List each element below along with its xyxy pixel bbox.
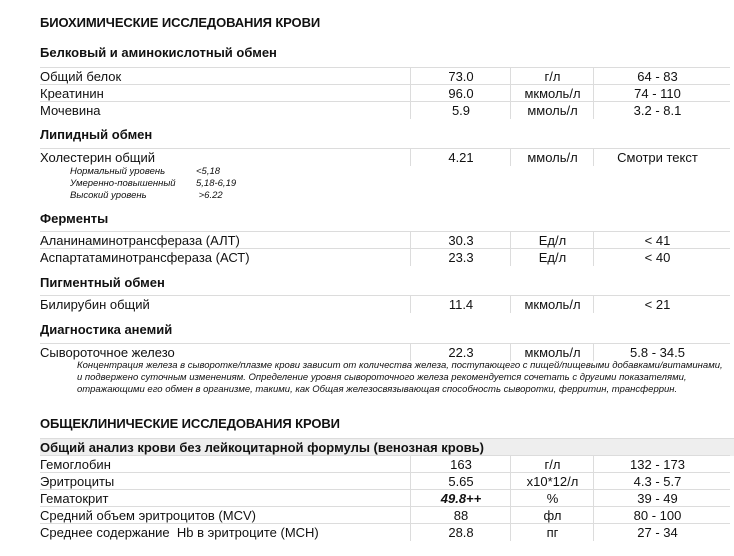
table-row — [40, 67, 730, 85]
table-row — [40, 506, 730, 524]
test-reference: 27 - 34 — [593, 524, 721, 541]
section-heading-lipid: Липидный обмен — [40, 127, 153, 142]
test-value: 163 — [410, 456, 511, 473]
test-value-flagged: 49.8++ — [410, 490, 511, 507]
table-row — [40, 489, 730, 507]
criteria-label: Нормальный уровень — [70, 166, 166, 177]
test-unit: ммоль/л — [510, 102, 594, 119]
criteria-range: <5,18 — [196, 166, 221, 177]
criteria-range: >6.22 — [196, 190, 223, 201]
criteria-row — [70, 190, 236, 202]
cholesterol-criteria — [70, 166, 236, 202]
test-name: Аспартатаминотрансфераза (АСТ) — [40, 250, 250, 265]
table-row — [40, 84, 730, 102]
table-row — [40, 523, 730, 541]
test-value: 30.3 — [410, 232, 511, 249]
test-name: Средний объем эритроцитов (MCV) — [40, 508, 256, 523]
section-heading-pigment: Пигментный обмен — [40, 275, 165, 290]
section-heading-anemia: Диагностика анемий — [40, 322, 173, 337]
test-value: 5.9 — [410, 102, 511, 119]
test-unit: пг — [510, 524, 594, 541]
iron-note: Концентрация железа в сыворотке/плазме крови зависит от количества железа, поступающего с пищей/пищевыми добавками/витаминами, и подвержено суточным изменениям. Определение уровня сывороточного железа рекомендуется сочетать с другими показателями, отражающими его обмен в организме, такими, как Общая железосвязывающая способность сыворотки, ферритин, трансферрин. — [77, 360, 723, 395]
table-row — [40, 231, 730, 249]
section-heading-protein: Белковый и аминокислотный обмен — [40, 45, 277, 60]
test-value: 23.3 — [410, 249, 511, 266]
clinical-title: ОБЩЕКЛИНИЧЕСКИЕ ИССЛЕДОВАНИЯ КРОВИ — [40, 416, 340, 431]
test-value: 28.8 — [410, 524, 511, 541]
test-name: Холестерин общий — [40, 150, 156, 165]
test-unit: г/л — [510, 456, 594, 473]
test-unit: Ед/л — [510, 232, 594, 249]
test-reference: 5.8 - 34.5 — [593, 344, 721, 361]
table-row — [40, 101, 730, 119]
test-name: Гематокрит — [40, 491, 109, 506]
test-value: 96.0 — [410, 85, 511, 102]
criteria-row — [70, 166, 236, 178]
table-row — [40, 472, 730, 490]
test-reference: 64 - 83 — [593, 68, 721, 85]
test-unit: мкмоль/л — [510, 344, 594, 361]
criteria-label: Умеренно-повышенный — [70, 178, 176, 189]
test-value: 88 — [410, 507, 511, 524]
test-reference: Смотри текст — [593, 149, 721, 166]
test-name: Гемоглобин — [40, 457, 111, 472]
table-row — [40, 148, 730, 166]
test-name: Общий белок — [40, 69, 122, 84]
table-row — [40, 343, 730, 361]
test-reference: 3.2 - 8.1 — [593, 102, 721, 119]
test-unit: фл — [510, 507, 594, 524]
test-name: Сывороточное железо — [40, 345, 175, 360]
test-name: Билирубин общий — [40, 297, 150, 312]
biochem-title: БИОХИМИЧЕСКИЕ ИССЛЕДОВАНИЯ КРОВИ — [40, 15, 321, 30]
test-reference: 74 - 110 — [593, 85, 721, 102]
test-unit: Ед/л — [510, 249, 594, 266]
test-name: Мочевина — [40, 103, 101, 118]
criteria-row — [70, 178, 236, 190]
table-row — [40, 295, 730, 313]
test-reference: 4.3 - 5.7 — [593, 473, 721, 490]
test-unit: мкмоль/л — [510, 85, 594, 102]
table-row — [40, 455, 730, 473]
criteria-label: Высокий уровень — [70, 190, 147, 201]
test-value: 5.65 — [410, 473, 511, 490]
test-unit: x10*12/л — [510, 473, 594, 490]
test-name: Креатинин — [40, 86, 104, 101]
test-value: 4.21 — [410, 149, 511, 166]
panel-header: Общий анализ крови без лейкоцитарной формулы (венозная кровь) — [40, 438, 734, 456]
test-name: Эритроциты — [40, 474, 115, 489]
table-row — [40, 248, 730, 266]
section-heading-enzymes: Ферменты — [40, 211, 109, 226]
test-name: Среднее содержание Hb в эритроците (MCH) — [40, 525, 319, 540]
test-value: 73.0 — [410, 68, 511, 85]
test-reference: < 40 — [593, 249, 721, 266]
test-name: Аланинаминотрансфераза (АЛТ) — [40, 233, 240, 248]
test-reference: 80 - 100 — [593, 507, 721, 524]
test-unit: мкмоль/л — [510, 296, 594, 313]
test-reference: 132 - 173 — [593, 456, 721, 473]
test-value: 22.3 — [410, 344, 511, 361]
test-reference: 39 - 49 — [593, 490, 721, 507]
test-unit: г/л — [510, 68, 594, 85]
test-reference: < 21 — [593, 296, 721, 313]
test-unit: ммоль/л — [510, 149, 594, 166]
test-unit: % — [510, 490, 594, 507]
test-reference: < 41 — [593, 232, 721, 249]
criteria-range: 5,18-6,19 — [196, 178, 237, 189]
test-value: 11.4 — [410, 296, 511, 313]
